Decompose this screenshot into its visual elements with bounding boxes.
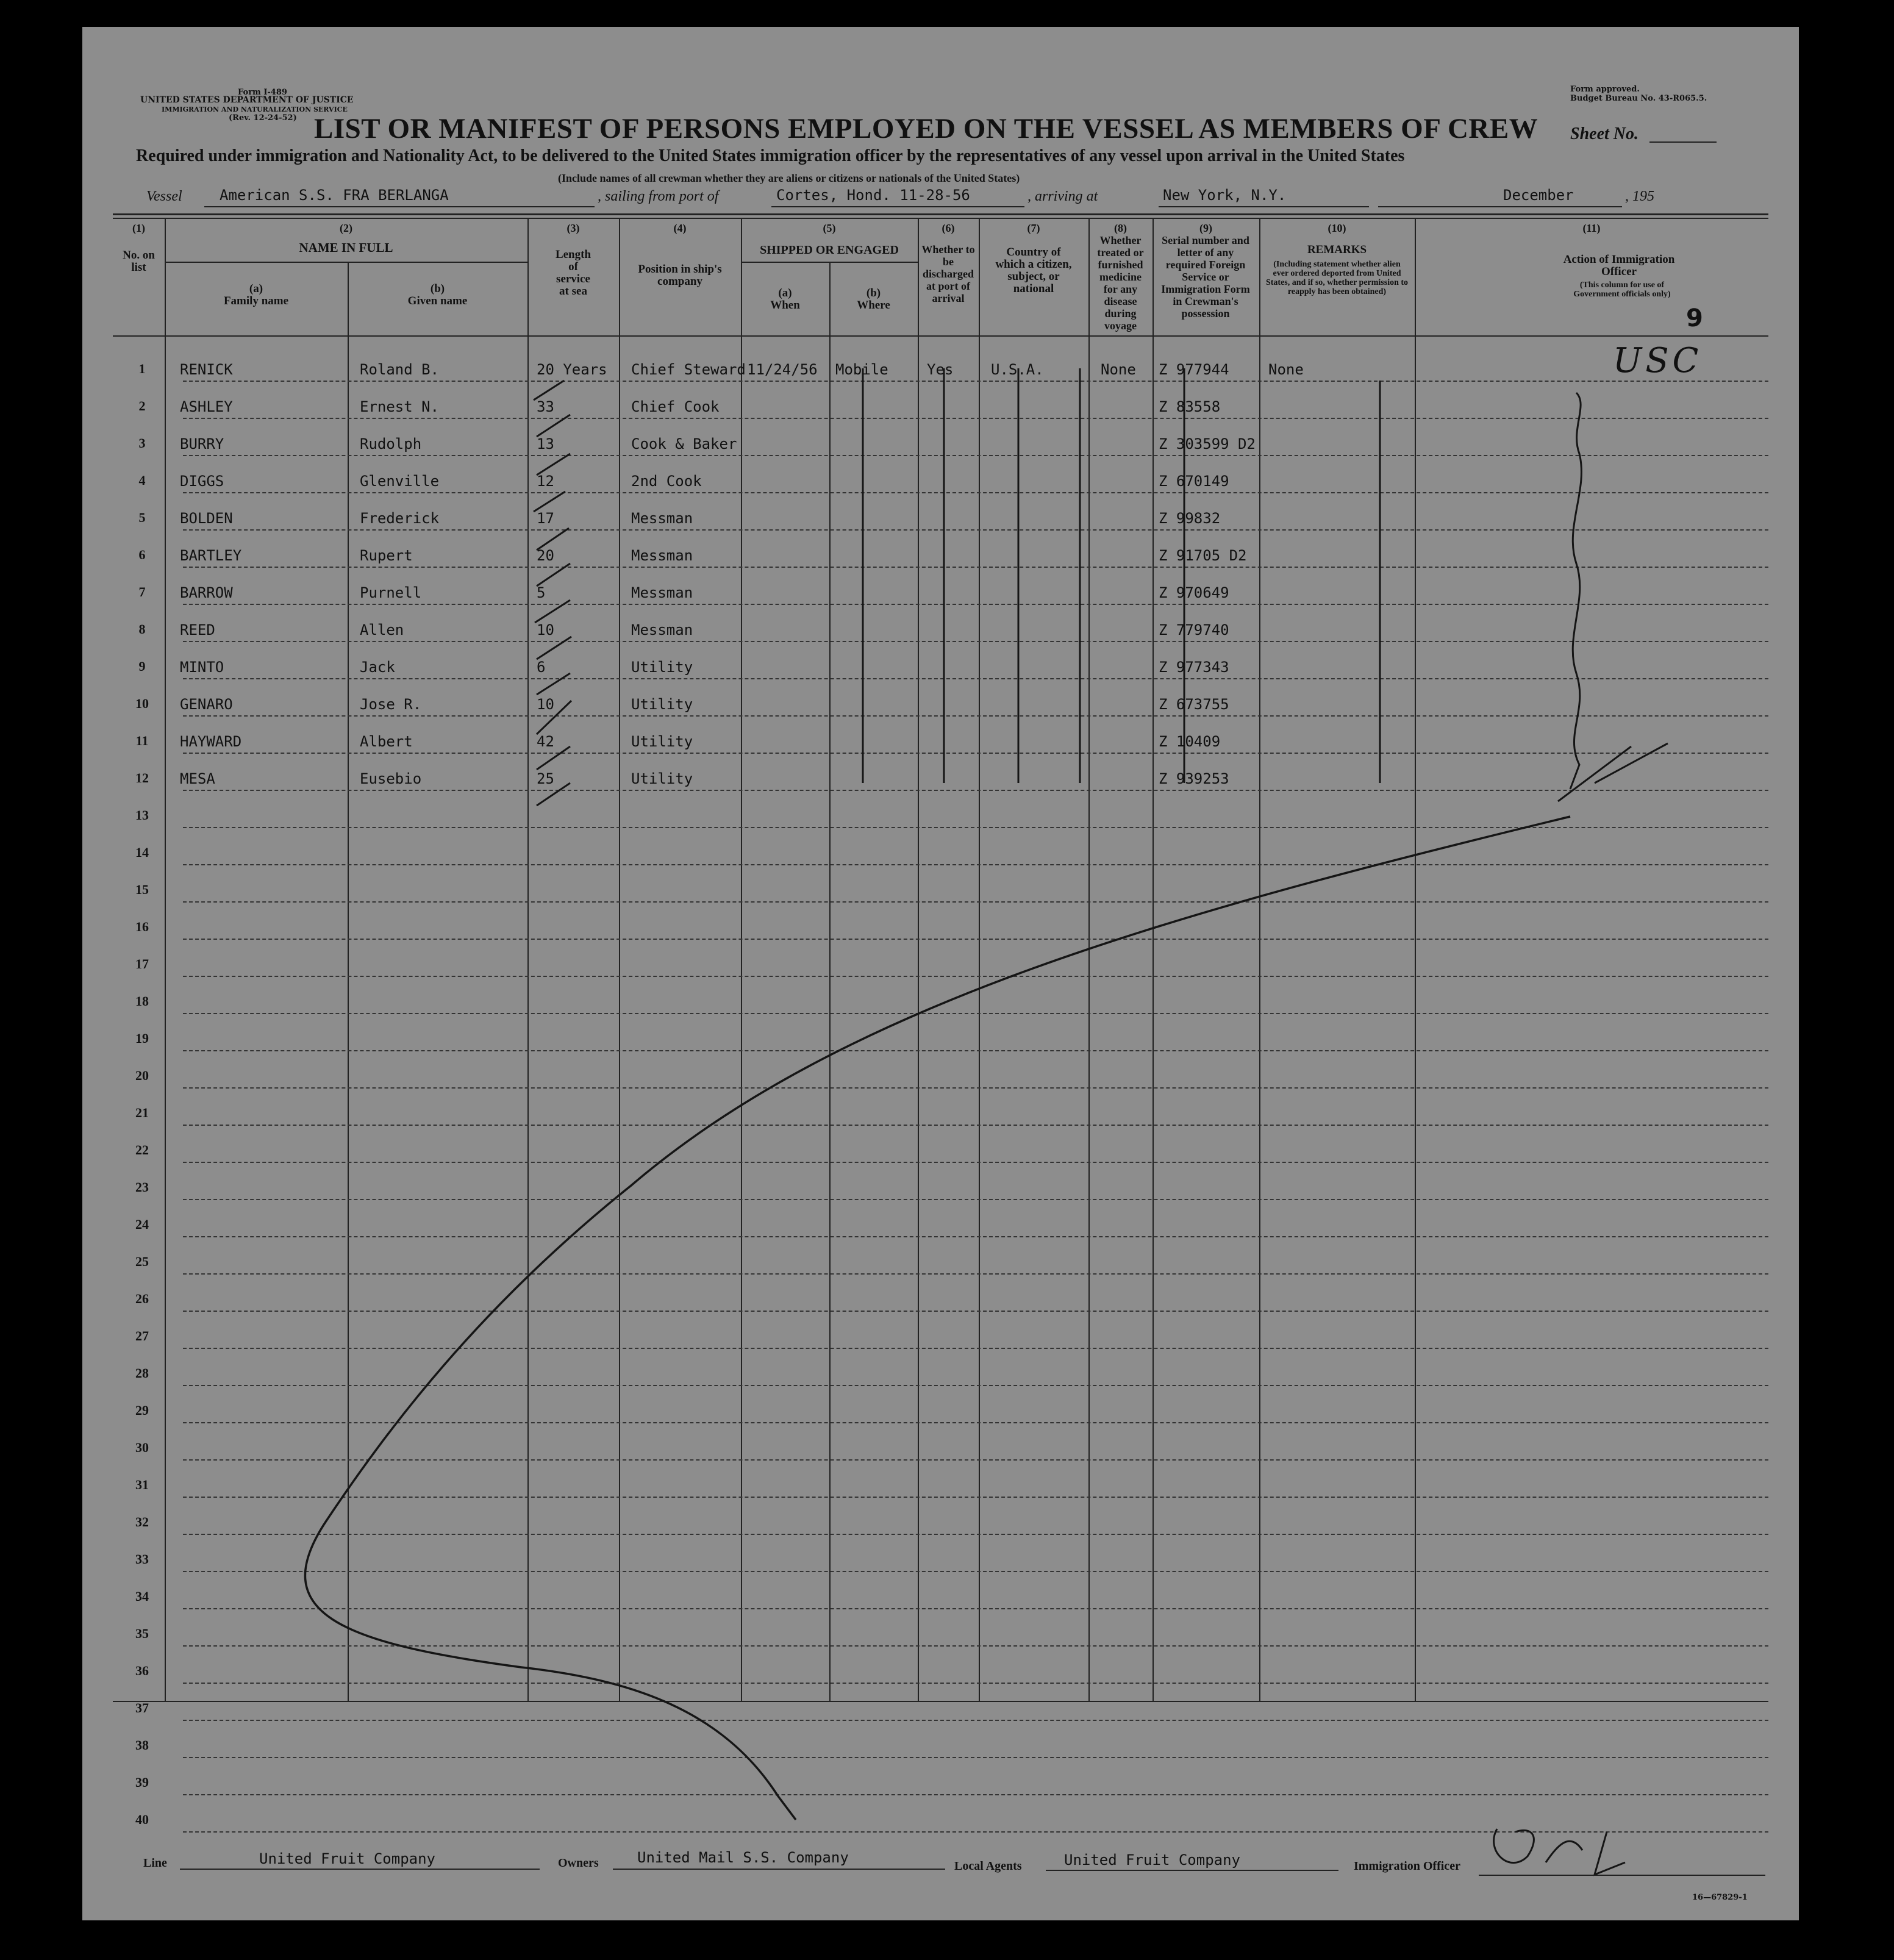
- col4-header: Position in ship's company: [638, 263, 722, 288]
- check-mark-12: [537, 783, 570, 806]
- crew-serial-cell: Z 977944: [1159, 361, 1229, 378]
- crew-position-cell: Chief Steward: [631, 361, 746, 378]
- crew-remarks-cell: None: [1268, 361, 1304, 378]
- crew-service-cell: 13: [537, 435, 554, 452]
- form-subtitle: Required under immigration and Nationality Act, to be delivered to the United States immigration officer by the representatives of any vessel upon arrival in the United States: [136, 146, 1405, 165]
- arriving-at: New York, N.Y.: [1163, 187, 1287, 204]
- arriving-label: , arriving at: [1027, 188, 1098, 204]
- officer-signature-stroke: [1494, 1829, 1625, 1875]
- row-number: 2: [138, 398, 146, 413]
- check-mark-6: [537, 563, 570, 586]
- crew-discharged-cell: Yes: [927, 361, 954, 378]
- crew-given-cell: Frederick: [360, 510, 440, 527]
- check-mark-2: [537, 415, 570, 437]
- col2-number: (2): [340, 222, 352, 234]
- col5-number: (5): [823, 222, 836, 234]
- crew-given-cell: Jack: [360, 659, 395, 676]
- row-number: 19: [135, 1031, 149, 1046]
- row-number: 1: [138, 361, 146, 376]
- row-number: 26: [135, 1291, 149, 1306]
- line-underline: [180, 1869, 540, 1870]
- crew-position-cell: Utility: [631, 696, 693, 713]
- col5b-header: (b) Where: [857, 287, 890, 312]
- row-number: 16: [135, 919, 149, 934]
- crew-serial-cell: Z 91705 D2: [1159, 547, 1247, 564]
- sailing-label: , sailing from port of: [598, 188, 719, 204]
- crew-family-cell: MINTO: [180, 659, 224, 676]
- row-number: 17: [135, 956, 149, 971]
- crew-family-cell: GENARO: [180, 696, 233, 713]
- row-number: 32: [135, 1514, 149, 1529]
- crew-given-cell: Ernest N.: [360, 398, 440, 415]
- row-number: 37: [135, 1700, 149, 1715]
- wavy-bracket-line: [1570, 393, 1581, 789]
- crew-given-cell: Purnell: [360, 584, 422, 601]
- agents-underline: [1046, 1870, 1338, 1871]
- col11-note: (This column for use of Government officials only): [1573, 281, 1671, 299]
- row-number: 14: [135, 845, 149, 860]
- row-number: 5: [138, 510, 146, 525]
- row-number: 28: [135, 1365, 149, 1381]
- owners-company: United Mail S.S. Company: [637, 1849, 849, 1866]
- crew-serial-cell: Z 99832: [1159, 510, 1221, 527]
- row-number: 34: [135, 1589, 149, 1604]
- col2b-header: (b) Given name: [407, 282, 468, 307]
- crew-given-cell: Albert: [360, 733, 413, 750]
- crew-service-cell: 12: [537, 473, 554, 490]
- crew-service-cell: 6: [537, 659, 546, 676]
- row-number: 7: [138, 584, 146, 599]
- crew-serial-cell: Z 303599 D2: [1159, 435, 1256, 452]
- local-agents-company: United Fruit Company: [1064, 1851, 1240, 1869]
- crew-position-cell: Messman: [631, 547, 693, 564]
- col5-header: SHIPPED OR ENGAGED: [760, 243, 899, 257]
- handwritten-action-mark: USC: [1613, 341, 1703, 381]
- col2a-header: (a) Family name: [223, 282, 289, 307]
- col9-number: (9): [1199, 222, 1212, 234]
- crew-serial-cell: Z 977343: [1159, 659, 1229, 676]
- crew-family-cell: BARROW: [180, 584, 233, 601]
- crew-when-cell: 11/24/56: [747, 361, 818, 378]
- budget-bureau-number: Budget Bureau No. 43-R065.5.: [1570, 94, 1707, 103]
- col10-header: REMARKS: [1307, 243, 1367, 256]
- check-mark-9: [537, 673, 570, 695]
- row-number: 9: [138, 659, 146, 674]
- row-number: 8: [138, 621, 146, 637]
- row-number: 29: [135, 1403, 149, 1418]
- crew-family-cell: BOLDEN: [180, 510, 233, 527]
- crew-service-cell: 25: [537, 770, 554, 787]
- crew-given-cell: Rudolph: [360, 435, 422, 452]
- crew-family-cell: ASHLEY: [180, 398, 233, 415]
- service-name: IMMIGRATION AND NATURALIZATION SERVICE: [162, 106, 348, 113]
- ink-markings: [82, 27, 1799, 1920]
- row-number: 36: [135, 1663, 149, 1678]
- col10-note: (Including statement whether alien ever ordered deported from United States, and if so, whether permission to reapply has been obtained): [1265, 260, 1409, 296]
- row-number: 27: [135, 1328, 149, 1343]
- row-number: 38: [135, 1737, 149, 1753]
- crew-serial-cell: Z 10409: [1159, 733, 1221, 750]
- line-company: United Fruit Company: [259, 1850, 435, 1867]
- crew-given-cell: Jose R.: [360, 696, 422, 713]
- arrival-month: December: [1503, 187, 1574, 204]
- crew-serial-cell: Z 670149: [1159, 473, 1229, 490]
- crew-service-cell: 42: [537, 733, 554, 750]
- department-name: UNITED STATES DEPARTMENT OF JUSTICE: [140, 95, 354, 105]
- check-mark-10: [537, 701, 571, 734]
- col6-header: Whether to be discharged at port of arrival: [921, 243, 975, 304]
- crew-service-cell: 5: [537, 584, 546, 601]
- crew-family-cell: RENICK: [180, 361, 233, 378]
- crew-given-cell: Rupert: [360, 547, 413, 564]
- crew-given-cell: Allen: [360, 621, 404, 638]
- col4-number: (4): [673, 222, 687, 234]
- vessel-name: American S.S. FRA BERLANGA: [220, 187, 449, 204]
- sheet-number-label: Sheet No.: [1570, 124, 1638, 143]
- owners-label: Owners: [558, 1856, 599, 1870]
- row-number: 18: [135, 993, 149, 1009]
- crew-family-cell: BARTLEY: [180, 547, 242, 564]
- local-agents-label: Local Agents: [954, 1859, 1022, 1873]
- crew-position-cell: Messman: [631, 621, 693, 638]
- row-number: 35: [135, 1626, 149, 1641]
- crew-family-cell: MESA: [180, 770, 215, 787]
- crew-position-cell: 2nd Cook: [631, 473, 702, 490]
- col7-number: (7): [1027, 222, 1040, 234]
- row-number: 23: [135, 1179, 149, 1195]
- check-mark-4: [534, 492, 565, 512]
- col11-header: Action of Immigration Officer: [1563, 253, 1675, 278]
- crew-given-cell: Roland B.: [360, 361, 440, 378]
- crew-family-cell: REED: [180, 621, 215, 638]
- check-mark-1: [534, 381, 564, 400]
- col6-number: (6): [942, 222, 955, 234]
- crew-service-cell: 20 Years: [537, 361, 607, 378]
- row-number: 15: [135, 882, 149, 897]
- include-note: (Include names of all crewman whether they are aliens or citizens or nationals of the United States): [558, 172, 1020, 184]
- crew-family-cell: BURRY: [180, 435, 224, 452]
- crew-service-cell: 17: [537, 510, 554, 527]
- check-mark-3: [537, 454, 570, 475]
- check-mark-7: [535, 600, 570, 623]
- crew-position-cell: Messman: [631, 584, 693, 601]
- crew-position-cell: Chief Cook: [631, 398, 720, 415]
- handwritten-sheet-number: 9: [1686, 304, 1703, 332]
- col5a-header: (a) When: [770, 287, 800, 312]
- immigration-officer-label: Immigration Officer: [1354, 1859, 1460, 1873]
- sailing-from: Cortes, Hond. 11-28-56: [776, 187, 970, 204]
- crew-serial-cell: Z 939253: [1159, 770, 1229, 787]
- col11-number: (11): [1582, 222, 1601, 234]
- col3-header: Length of service at sea: [555, 248, 591, 298]
- crew-position-cell: Messman: [631, 510, 693, 527]
- row-number: 6: [138, 547, 146, 562]
- crew-serial-cell: Z 970649: [1159, 584, 1229, 601]
- col2-header: NAME IN FULL: [299, 240, 393, 255]
- line-label: Line: [143, 1856, 167, 1870]
- row-number: 12: [135, 770, 149, 785]
- crew-service-cell: 33: [537, 398, 554, 415]
- row-number: 24: [135, 1217, 149, 1232]
- arrival-year: , 195: [1625, 188, 1654, 204]
- col8-header: Whether treated or furnished medicine for any disease during voyage: [1097, 234, 1144, 332]
- crew-medicine-cell: None: [1101, 361, 1136, 378]
- crew-serial-cell: Z 779740: [1159, 621, 1229, 638]
- col7-header: Country of which a citizen, subject, or national: [995, 246, 1072, 295]
- col3-number: (3): [566, 222, 580, 234]
- form-approved: Form approved.: [1570, 85, 1640, 94]
- crew-position-cell: Utility: [631, 770, 693, 787]
- crew-position-cell: Cook & Baker: [631, 435, 737, 452]
- crew-serial-cell: Z 83558: [1159, 398, 1221, 415]
- crew-family-cell: HAYWARD: [180, 733, 242, 750]
- owners-underline: [613, 1869, 945, 1870]
- row-number: 25: [135, 1254, 149, 1269]
- crew-position-cell: Utility: [631, 659, 693, 676]
- form-number: Form I-489: [238, 88, 287, 97]
- row-number: 30: [135, 1440, 149, 1455]
- check-mark-8: [537, 637, 571, 659]
- row-number: 11: [135, 733, 149, 748]
- row-number: 10: [135, 696, 149, 711]
- crew-serial-cell: Z 673755: [1159, 696, 1229, 713]
- row-number: 39: [135, 1775, 149, 1790]
- crew-service-cell: 20: [537, 547, 554, 564]
- row-number: 4: [138, 473, 146, 488]
- col1-header: No. on list: [123, 249, 155, 274]
- row-number: 21: [135, 1105, 149, 1120]
- crew-country-cell: U.S.A.: [991, 361, 1044, 378]
- crew-service-cell: 10: [537, 696, 554, 713]
- col8-number: (8): [1114, 222, 1127, 234]
- form-code: 16—67829-1: [1692, 1893, 1748, 1902]
- check-mark-5: [537, 528, 569, 550]
- row-number: 13: [135, 807, 149, 823]
- officer-underline: [1479, 1875, 1765, 1876]
- crew-where-cell: Mobile: [835, 361, 888, 378]
- revision-date: (Rev. 12-24-52): [229, 113, 297, 123]
- cancel-curve: [305, 817, 1570, 1820]
- crew-given-cell: Eusebio: [360, 770, 422, 787]
- row-number: 3: [138, 435, 146, 451]
- row-number: 33: [135, 1551, 149, 1567]
- col9-header: Serial number and letter of any required Foreign Service or Immigration Form in Crewman's possession: [1161, 234, 1250, 320]
- crew-position-cell: Utility: [631, 733, 693, 750]
- crew-service-cell: 10: [537, 621, 554, 638]
- vessel-label: Vessel: [146, 188, 182, 204]
- crew-family-cell: DIGGS: [180, 473, 224, 490]
- row-number: 20: [135, 1068, 149, 1083]
- col10-number: (10): [1328, 222, 1346, 234]
- check-mark-11: [537, 746, 570, 770]
- row-number: 40: [135, 1812, 149, 1827]
- row-number: 22: [135, 1142, 149, 1157]
- row-number: 31: [135, 1477, 149, 1492]
- manifest-sheet: [82, 27, 1799, 1920]
- page-title: LIST OR MANIFEST OF PERSONS EMPLOYED ON THE VESSEL AS MEMBERS OF CREW: [314, 113, 1538, 145]
- crew-given-cell: Glenville: [360, 473, 440, 490]
- col1-number: (1): [132, 222, 145, 234]
